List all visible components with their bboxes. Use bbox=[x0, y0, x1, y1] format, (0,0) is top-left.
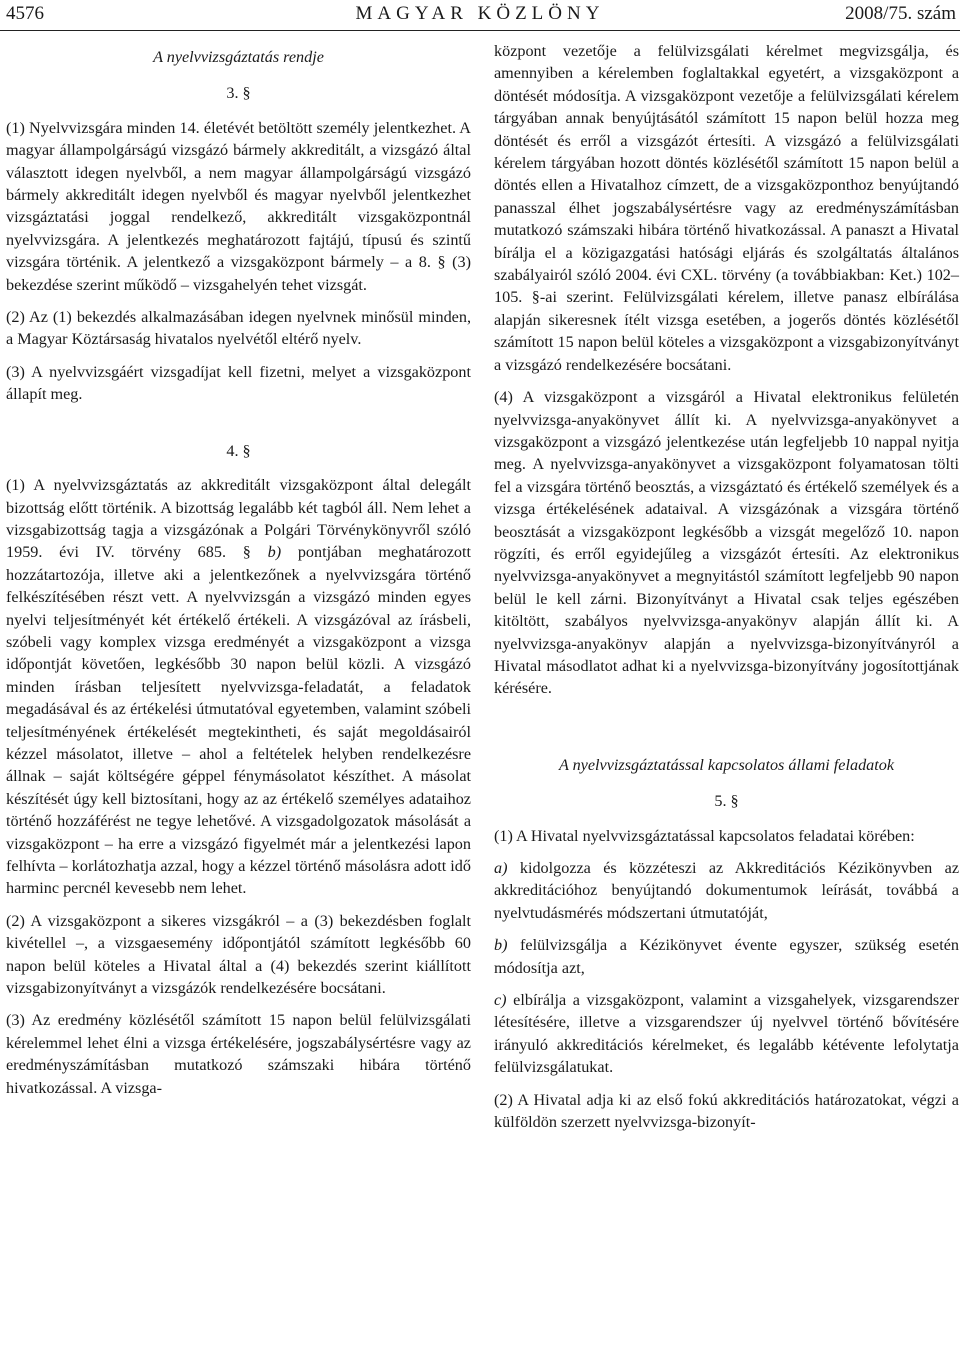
section-5-paragraph-1: (1) A Hivatal nyelvvizsgáztatással kapcsolatos feladatai körében: bbox=[494, 826, 915, 845]
section-5-heading: 5. § bbox=[714, 792, 739, 811]
chapter-heading-allami-feladatok: A nyelvvizsgáztatással kapcsolatos állami feladatok bbox=[558, 755, 895, 774]
list-item-b bbox=[494, 934, 959, 979]
left-column bbox=[6, 40, 471, 1109]
section-3-paragraph-2: (2) Az (1) bekezdés alkalmazásában idegen nyelvnek minősül minden, a Magyar Köztársaság hivatalos nyelvétől eltérő nyelv. bbox=[6, 308, 471, 349]
spacer bbox=[6, 416, 471, 440]
item-text: felülvizsgálja a Kézikönyvet évente egyszer, szükség esetén módosítja azt, bbox=[494, 936, 959, 977]
chapter-heading-vizsgaztatas-rendje: A nyelvvizsgáztatás rendje bbox=[153, 48, 324, 66]
section-3-paragraph-3: (3) A nyelvvizsgáért vizsgadíjat kell fizetni, melyet a vizsgaközpont állapít meg. bbox=[6, 362, 471, 404]
item-marker: a) bbox=[494, 859, 508, 877]
text-run: (1) A nyelvvizsgáztatás az akkreditált vizsgaközpont által delegált bizottság előtt történik. A bizottság legalább két tagból áll. Nem lehet a vizsgabizottság tagja a vizsgázónak a Polgári Törvénykönyvről szóló 1959. évi IV. törvény 685. § bbox=[6, 476, 471, 562]
list-item-c bbox=[494, 989, 959, 1079]
journal-title: MAGYAR KÖZLÖNY bbox=[355, 3, 605, 24]
page-number: 4576 bbox=[6, 3, 44, 24]
section-4-paragraph-3: (3) Az eredmény közlésétől számított 15 napon belül felülvizsgálati kérelemmel lehet élni a vizsga értékelésére, jogszabálysértésre vagy az eredményszámításban mutatkozó számszaki hibára történő hivatkozással. A vizsga- bbox=[6, 1011, 471, 1097]
section-3-paragraph-1: (1) Nyelvvizsgára minden 14. életévét betöltött személy jelentkezhet. A magyar állampolgárságú vizsgázó bármely akkreditált, a vizsgázó által választott idegen nyelvből, a nem magyar állampolgárságú vizsgázó bármely akkreditált idegen nyelvből és magyar nyelvből jelentkezhet vizsgáztatási joggal rendelkező, akkreditált vizsgaközpontnál nyelvvizsgára. A jelentkezés meghatározott fajtájú, típusú és szintű vizsgára történik. A jelentkező a vizsgaközpont bármely – a 8. § (3) bekezdése szerint működő – vizsgahelyén tehet vizsgát. bbox=[6, 118, 471, 294]
item-text: elbírálja a vizsgaközpont, valamint a vizsgahelyek, vizsgarendszer létesítésére, illetve a vizsgarendszer új nyelvvel történő bővítésére irányuló akkreditációs kérelmeket, és legalább kétévente lefolytatja felülvizsgálatukat. bbox=[494, 991, 959, 1077]
list-item-a bbox=[494, 857, 959, 924]
section-4-paragraph-1 bbox=[6, 474, 471, 900]
section-4-paragraph-2: (2) A vizsgaközpont a sikeres vizsgákról – a (3) bekezdésben foglalt kivétellel –, a vizsgaesemény időpontjától számított legkésőbb 60 napon belül köteles a Hivatal által a (4) bekezdés szerint kiállított vizsgabizonyítványt a vizsgázók rendelkezésére bocsátani. bbox=[6, 911, 471, 998]
item-marker: b) bbox=[494, 936, 508, 955]
spacer bbox=[494, 710, 959, 748]
text-run: pontjában meghatározott hozzátartozója, illetve aki a jelentkezőnek a nyelvvizsgára történő felkészítésében részt vett. A nyelvvizsgán a vizsgázó minden egyes nyelvi teljesítményét két értékelő értékeli. A vizsgázóval az írásbeli, szóbeli vagy komplex vizsga eredményét a vizsgaközpont a vizsga időpontját követően, legkésőbb 30 napon belül közli. A vizsgázó minden írásban teljesített nyelvvizsga-feladatát, a feladatok megadásával és az értékelési útmutatóval egyetemben, valamint szóbeli teljesítményének értékelését megtekintheti, és saját megoldásairól kézzel másolatot, illetve – ahol a feltételek helyben rendelkezésre állnak – saját költségére géppel fénymásolatot készíthet. A másolat készítését úgy kell biztosítani, hogy az az értékelő személyes adataihoz történő hozzáférést ne tegye lehetővé. A vizsgadolgozatok másolását a vizsgaközpont – ha erre a vizsgázó figyelmét már a jelentkezési lapon felhívta – korlátozhatja azzal, hogy a kézzel történő másolásra adott idő harminc percnél kevesebb nem lehet. bbox=[6, 543, 472, 898]
section-5-paragraph-2: (2) A Hivatal adja ki az első fokú akkreditációs határozatokat, végzi a külföldön szerzett nyelvvizsga-bizonyít- bbox=[494, 1090, 959, 1132]
section-4-paragraph-3-continued: központ vezetője a felülvizsgálati kérelmet megvizsgálja, és amennyiben a kérelemben foglaltakkal egyetért, a vizsgaközpont a döntését módosítja. A vizsgaközpont vezetője a felülvizsgálati kérelem tárgyában annak benyújtásától számított 15 napon belül hozza meg döntését és erről a vizsgázót értesíti. A vizsgázó a felülvizsgálati kérelem tárgyában hozott döntés közlésétől számított 15 napon belül a döntés ellen a Hivatalhoz címzett, de a vizsgaközponthoz benyújtandó panasszal élhet jogszabálysértésre vagy az eredményszámításban mutatkozó számszaki hibára történő hivatkozással. A panaszt a Hivatal bírálja el a közigazgatási hatósági eljárás és szolgáltatás általános szabályairól szóló 2004. évi CXL. törvény (a továbbiakban: Ket.) 102–105. §-ai szerint. Felülvizsgálati kérelem, illetve panasz elbírálása alapján sikeresnek ítélt vizsga esetében, a jogerős döntés közlésétől számított 15 napon belül köteles a vizsgaközpont a vizsgabizonyítványt a vizsgázó rendelkezésére bocsátani. bbox=[494, 42, 959, 374]
point-reference: b) bbox=[267, 543, 282, 562]
item-marker: c) bbox=[494, 991, 507, 1010]
section-4-paragraph-4: (4) A vizsgaközpont a vizsgáról a Hivatal elektronikus felületén nyelvvizsga-anyakönyvet állít ki. A nyelvvizsga-anyakönyvet a vizsgaközpont a vizsgázó jelentkezése után legfeljebb 10 nappal nyitja meg. A nyelvvizsga-anyakönyvet a vizsgaközpont folyamatosan tölti fel a vizsgára történő beosztás, a vizsgáztató és értékelő személyek és a vizsga értékelésének adataival. A vizsgázónak a vizsgára történő beosztását a vizsgaközpont legkésőbb a vizsgát megelőző 10. napon rögzíti, és erről egyidejűleg a vizsgázót értesíti. Az elektronikus nyelvvizsga-anyakönyvet a megnyitástól számított legfeljebb 90 napon belül le kell zárni. Bizonyítványt a Hivatal csak teljes egészében kitöltött, szabályos nyelvvizsga-anyakönyv alapján állít ki. A nyelvvizsga-anyakönyv alapján a nyelvvizsga-bizonyítványról a Hivatal másodlatot adhat ki a nyelvvizsga-bizonyítvány jogosítottjának kérésére. bbox=[494, 388, 959, 698]
page-header bbox=[0, 0, 960, 31]
section-3-heading: 3. § bbox=[226, 84, 251, 103]
section-4-heading: 4. § bbox=[226, 441, 251, 460]
issue-number: 2008/75. szám bbox=[845, 3, 956, 24]
right-column bbox=[494, 40, 959, 1143]
item-text: kidolgozza és közzéteszi az Akkreditációs Kézikönyvben az akkreditációhoz benyújtandó dokumentumok leírását, továbbá a nyelvtudásmérés módszertani útmutatóját, bbox=[494, 859, 959, 922]
